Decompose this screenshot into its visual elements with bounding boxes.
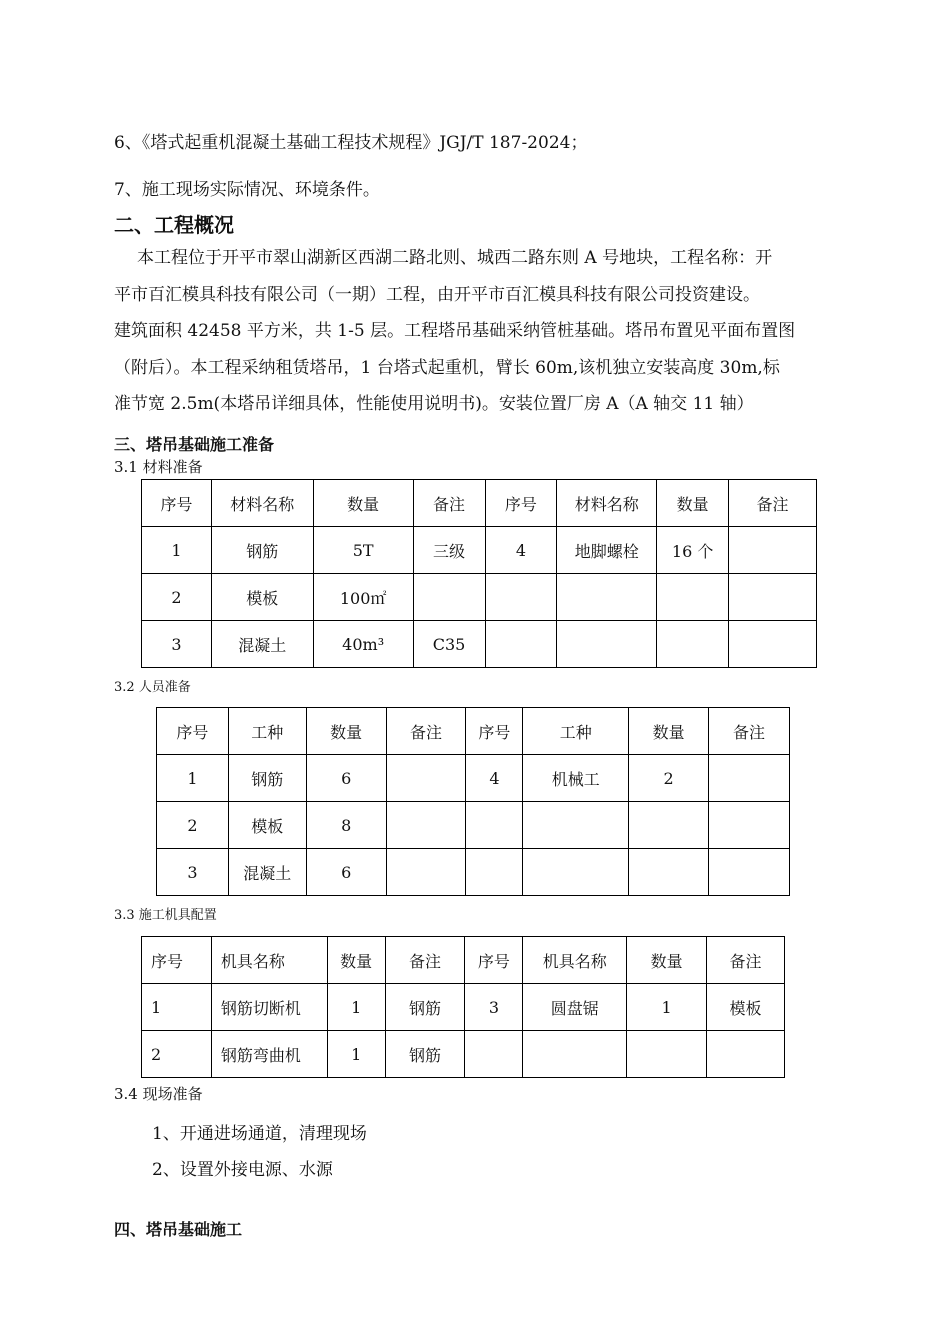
table-cell: 16 个 [657, 527, 729, 574]
table-cell [466, 802, 523, 849]
table-cell: 模板 [228, 802, 306, 849]
equipment-caption: 3.3 施工机具配置 [114, 908, 217, 923]
table-header-cell: 序号 [465, 937, 523, 984]
table-cell [386, 802, 466, 849]
table-cell [466, 849, 523, 896]
table-header-cell: 数量 [313, 480, 413, 527]
table-cell: 机械工 [523, 755, 629, 802]
table-cell [523, 1031, 627, 1078]
table-cell: C35 [413, 621, 485, 668]
table-cell [709, 802, 790, 849]
table-header-cell: 机具名称 [523, 937, 627, 984]
table-header-cell: 序号 [485, 480, 557, 527]
table-header-cell: 备注 [385, 937, 465, 984]
table-cell: 4 [485, 527, 557, 574]
table-header-cell: 数量 [306, 708, 386, 755]
materials-table [141, 479, 817, 668]
table-cell [657, 574, 729, 621]
table-cell [709, 755, 790, 802]
table-cell: 1 [142, 527, 212, 574]
personnel-caption: 3.2 人员准备 [114, 680, 191, 695]
table-header-cell: 备注 [709, 708, 790, 755]
table-header-cell: 数量 [627, 937, 707, 984]
site-item: 2、设置外接电源、水源 [152, 1160, 333, 1180]
table-cell [629, 802, 709, 849]
table-cell: 钢筋 [211, 527, 313, 574]
table-row [157, 849, 790, 896]
personnel-table [156, 707, 790, 896]
table-cell: 3 [465, 984, 523, 1031]
table-cell: 3 [157, 849, 229, 896]
table-cell: 钢筋 [385, 1031, 465, 1078]
table-cell [627, 1031, 707, 1078]
section-4-heading: 四、塔吊基础施工 [114, 1220, 243, 1239]
table-cell [729, 621, 817, 668]
site-item: 1、开通进场通道，清理现场 [152, 1124, 367, 1144]
table-cell: 三级 [413, 527, 485, 574]
section-2-heading: 二、工程概况 [114, 213, 234, 237]
table-row [142, 527, 817, 574]
table-cell [729, 527, 817, 574]
table-row [157, 755, 790, 802]
overview-line: （附后）。本工程采纳租赁塔吊，1 台塔式起重机，臂长 60m,该机独立安装高度 30m,标 [114, 357, 780, 378]
table-cell: 2 [142, 1031, 212, 1078]
table-cell: 混凝土 [211, 621, 313, 668]
table-cell: 模板 [707, 984, 785, 1031]
materials-caption: 3.1 材料准备 [114, 458, 203, 476]
table-cell [413, 574, 485, 621]
table-cell: 2 [142, 574, 212, 621]
equipment-table [141, 936, 785, 1078]
reference-item-7: 7、施工现场实际情况、环境条件。 [114, 180, 380, 200]
table-cell [523, 802, 629, 849]
table-header-cell: 材料名称 [557, 480, 657, 527]
overview-line: 准节宽 2.5m(本塔吊详细具体，性能使用说明书)。安装位置厂房 A（A 轴交 11 轴） [114, 394, 754, 414]
table-header-cell: 备注 [413, 480, 485, 527]
table-header-cell: 数量 [327, 937, 385, 984]
table-cell [657, 621, 729, 668]
table-cell: 钢筋弯曲机 [211, 1031, 327, 1078]
table-header-cell: 材料名称 [211, 480, 313, 527]
table-cell [386, 849, 466, 896]
table-cell [523, 849, 629, 896]
table-cell: 钢筋 [228, 755, 306, 802]
table-cell [386, 755, 466, 802]
table-row [142, 621, 817, 668]
table-cell [485, 574, 557, 621]
table-cell: 圆盘锯 [523, 984, 627, 1031]
table-cell: 2 [157, 802, 229, 849]
table-cell: 8 [306, 802, 386, 849]
table-cell [557, 621, 657, 668]
table-header-cell: 序号 [157, 708, 229, 755]
table-cell [729, 574, 817, 621]
table-row [157, 802, 790, 849]
table-cell: 100㎡ [313, 574, 413, 621]
table-cell: 40m³ [313, 621, 413, 668]
table-row [142, 984, 785, 1031]
table-header-cell: 数量 [629, 708, 709, 755]
table-cell: 4 [466, 755, 523, 802]
table-header-cell: 序号 [142, 937, 212, 984]
table-header-cell: 工种 [523, 708, 629, 755]
table-header-cell: 备注 [729, 480, 817, 527]
project-overview-paragraph [114, 240, 848, 423]
table-cell: 地脚螺栓 [557, 527, 657, 574]
table-header-cell: 机具名称 [211, 937, 327, 984]
table-row [142, 1031, 785, 1078]
table-cell [557, 574, 657, 621]
table-cell: 5T [313, 527, 413, 574]
table-cell: 1 [627, 984, 707, 1031]
reference-item-6: 6、《塔式起重机混凝土基础工程技术规程》JGJ/T 187-2024； [114, 133, 588, 153]
table-header-cell: 序号 [466, 708, 523, 755]
overview-line: 本工程位于开平市翠山湖新区西湖二路北则、城西二路东则 A 号地块，工程名称：开 [137, 248, 773, 268]
table-header-cell: 备注 [707, 937, 785, 984]
table-cell: 1 [142, 984, 212, 1031]
table-cell: 模板 [211, 574, 313, 621]
table-row [142, 574, 817, 621]
table-cell: 混凝土 [228, 849, 306, 896]
table-cell: 1 [157, 755, 229, 802]
table-header-row [142, 480, 817, 527]
table-header-row [142, 937, 785, 984]
table-cell: 6 [306, 755, 386, 802]
table-cell: 钢筋 [385, 984, 465, 1031]
table-header-cell: 数量 [657, 480, 729, 527]
table-header-cell: 备注 [386, 708, 466, 755]
table-header-cell: 序号 [142, 480, 212, 527]
table-cell [465, 1031, 523, 1078]
section-3-heading: 三、塔吊基础施工准备 [114, 435, 275, 454]
site-preparation-caption: 3.4 现场准备 [114, 1085, 203, 1103]
table-cell [709, 849, 790, 896]
table-cell [485, 621, 557, 668]
table-cell [629, 849, 709, 896]
overview-line: 平市百汇模具科技有限公司（一期）工程，由开平市百汇模具科技有限公司投资建设。 [114, 284, 760, 305]
overview-line: 建筑面积 42458 平方米，共 1-5 层。工程塔吊基础采纳管桩基础。塔吊布置见平面布置图 [114, 321, 796, 341]
table-cell: 钢筋切断机 [211, 984, 327, 1031]
table-cell: 2 [629, 755, 709, 802]
table-cell: 6 [306, 849, 386, 896]
table-header-cell: 工种 [228, 708, 306, 755]
table-cell: 1 [327, 1031, 385, 1078]
table-cell: 3 [142, 621, 212, 668]
table-cell [707, 1031, 785, 1078]
table-cell: 1 [327, 984, 385, 1031]
table-header-row [157, 708, 790, 755]
